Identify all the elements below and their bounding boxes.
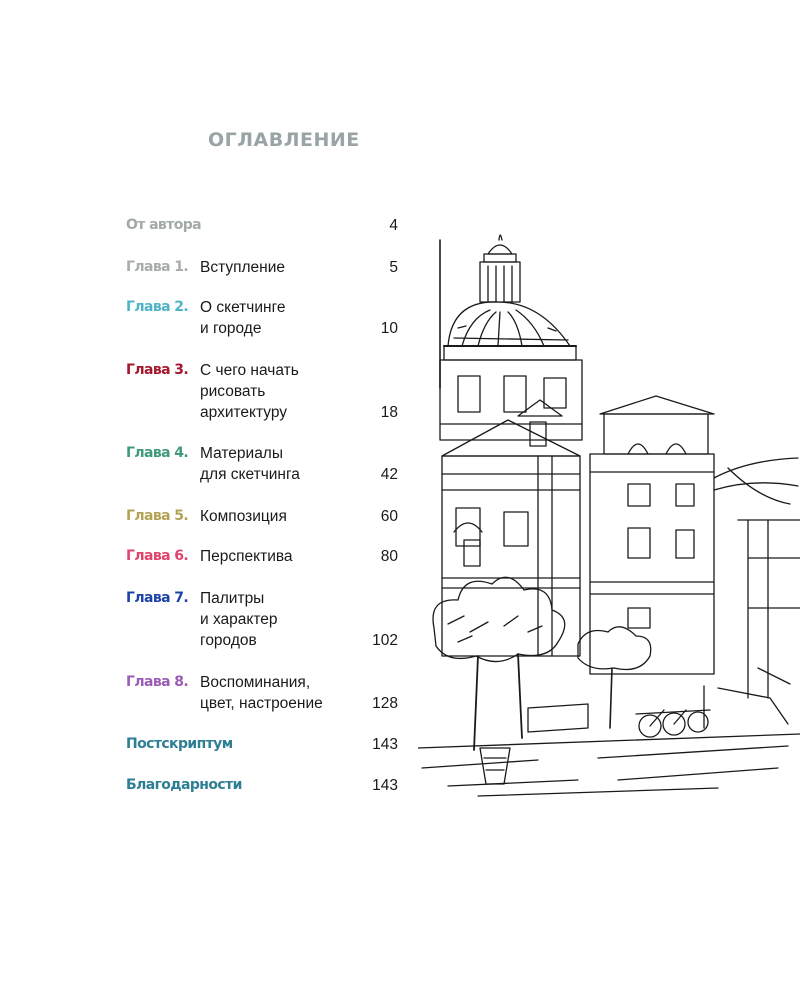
chapter-title: С чего начать рисовать архитектуру xyxy=(200,362,299,421)
toc-label: От автора xyxy=(126,217,201,233)
toc-page-number: 4 xyxy=(389,217,398,234)
toc-label: Благодарности xyxy=(126,777,242,793)
toc-page-number: 80 xyxy=(380,548,398,565)
chapter-label: Глава 4. xyxy=(126,445,189,461)
toc-page-number: 42 xyxy=(380,466,398,483)
building-sketch-illustration xyxy=(418,228,800,800)
toc-page-number: 143 xyxy=(372,777,398,794)
toc-page-number: 60 xyxy=(380,508,398,525)
chapter-label: Глава 2. xyxy=(126,299,189,315)
chapter-title: Воспоминания, цвет, настроение xyxy=(200,674,323,712)
chapter-title: Композиция xyxy=(200,508,287,525)
page-title: ОГЛАВЛЕНИЕ xyxy=(208,129,360,151)
toc-page-number: 10 xyxy=(380,320,398,337)
chapter-title: О скетчинге и городе xyxy=(200,299,286,337)
toc-page-number: 102 xyxy=(372,632,398,649)
chapter-title: Вступление xyxy=(200,259,286,276)
chapter-label: Глава 7. xyxy=(126,590,189,606)
chapter-label: Глава 8. xyxy=(126,674,189,690)
toc-label: Постскриптум xyxy=(126,736,233,752)
chapter-title: Палитры и характер городов xyxy=(200,590,278,649)
toc-page-number: 18 xyxy=(380,404,398,421)
toc-page-number: 128 xyxy=(372,695,398,712)
toc-page-number: 5 xyxy=(389,259,398,276)
chapter-label: Глава 3. xyxy=(126,362,189,378)
toc-page-number: 143 xyxy=(372,736,398,753)
chapter-title: Материалы для скетчинга xyxy=(200,445,300,483)
chapter-label: Глава 1. xyxy=(126,259,189,275)
chapter-label: Глава 6. xyxy=(126,548,189,564)
chapter-label: Глава 5. xyxy=(126,508,189,524)
chapter-title: Перспектива xyxy=(200,548,293,565)
